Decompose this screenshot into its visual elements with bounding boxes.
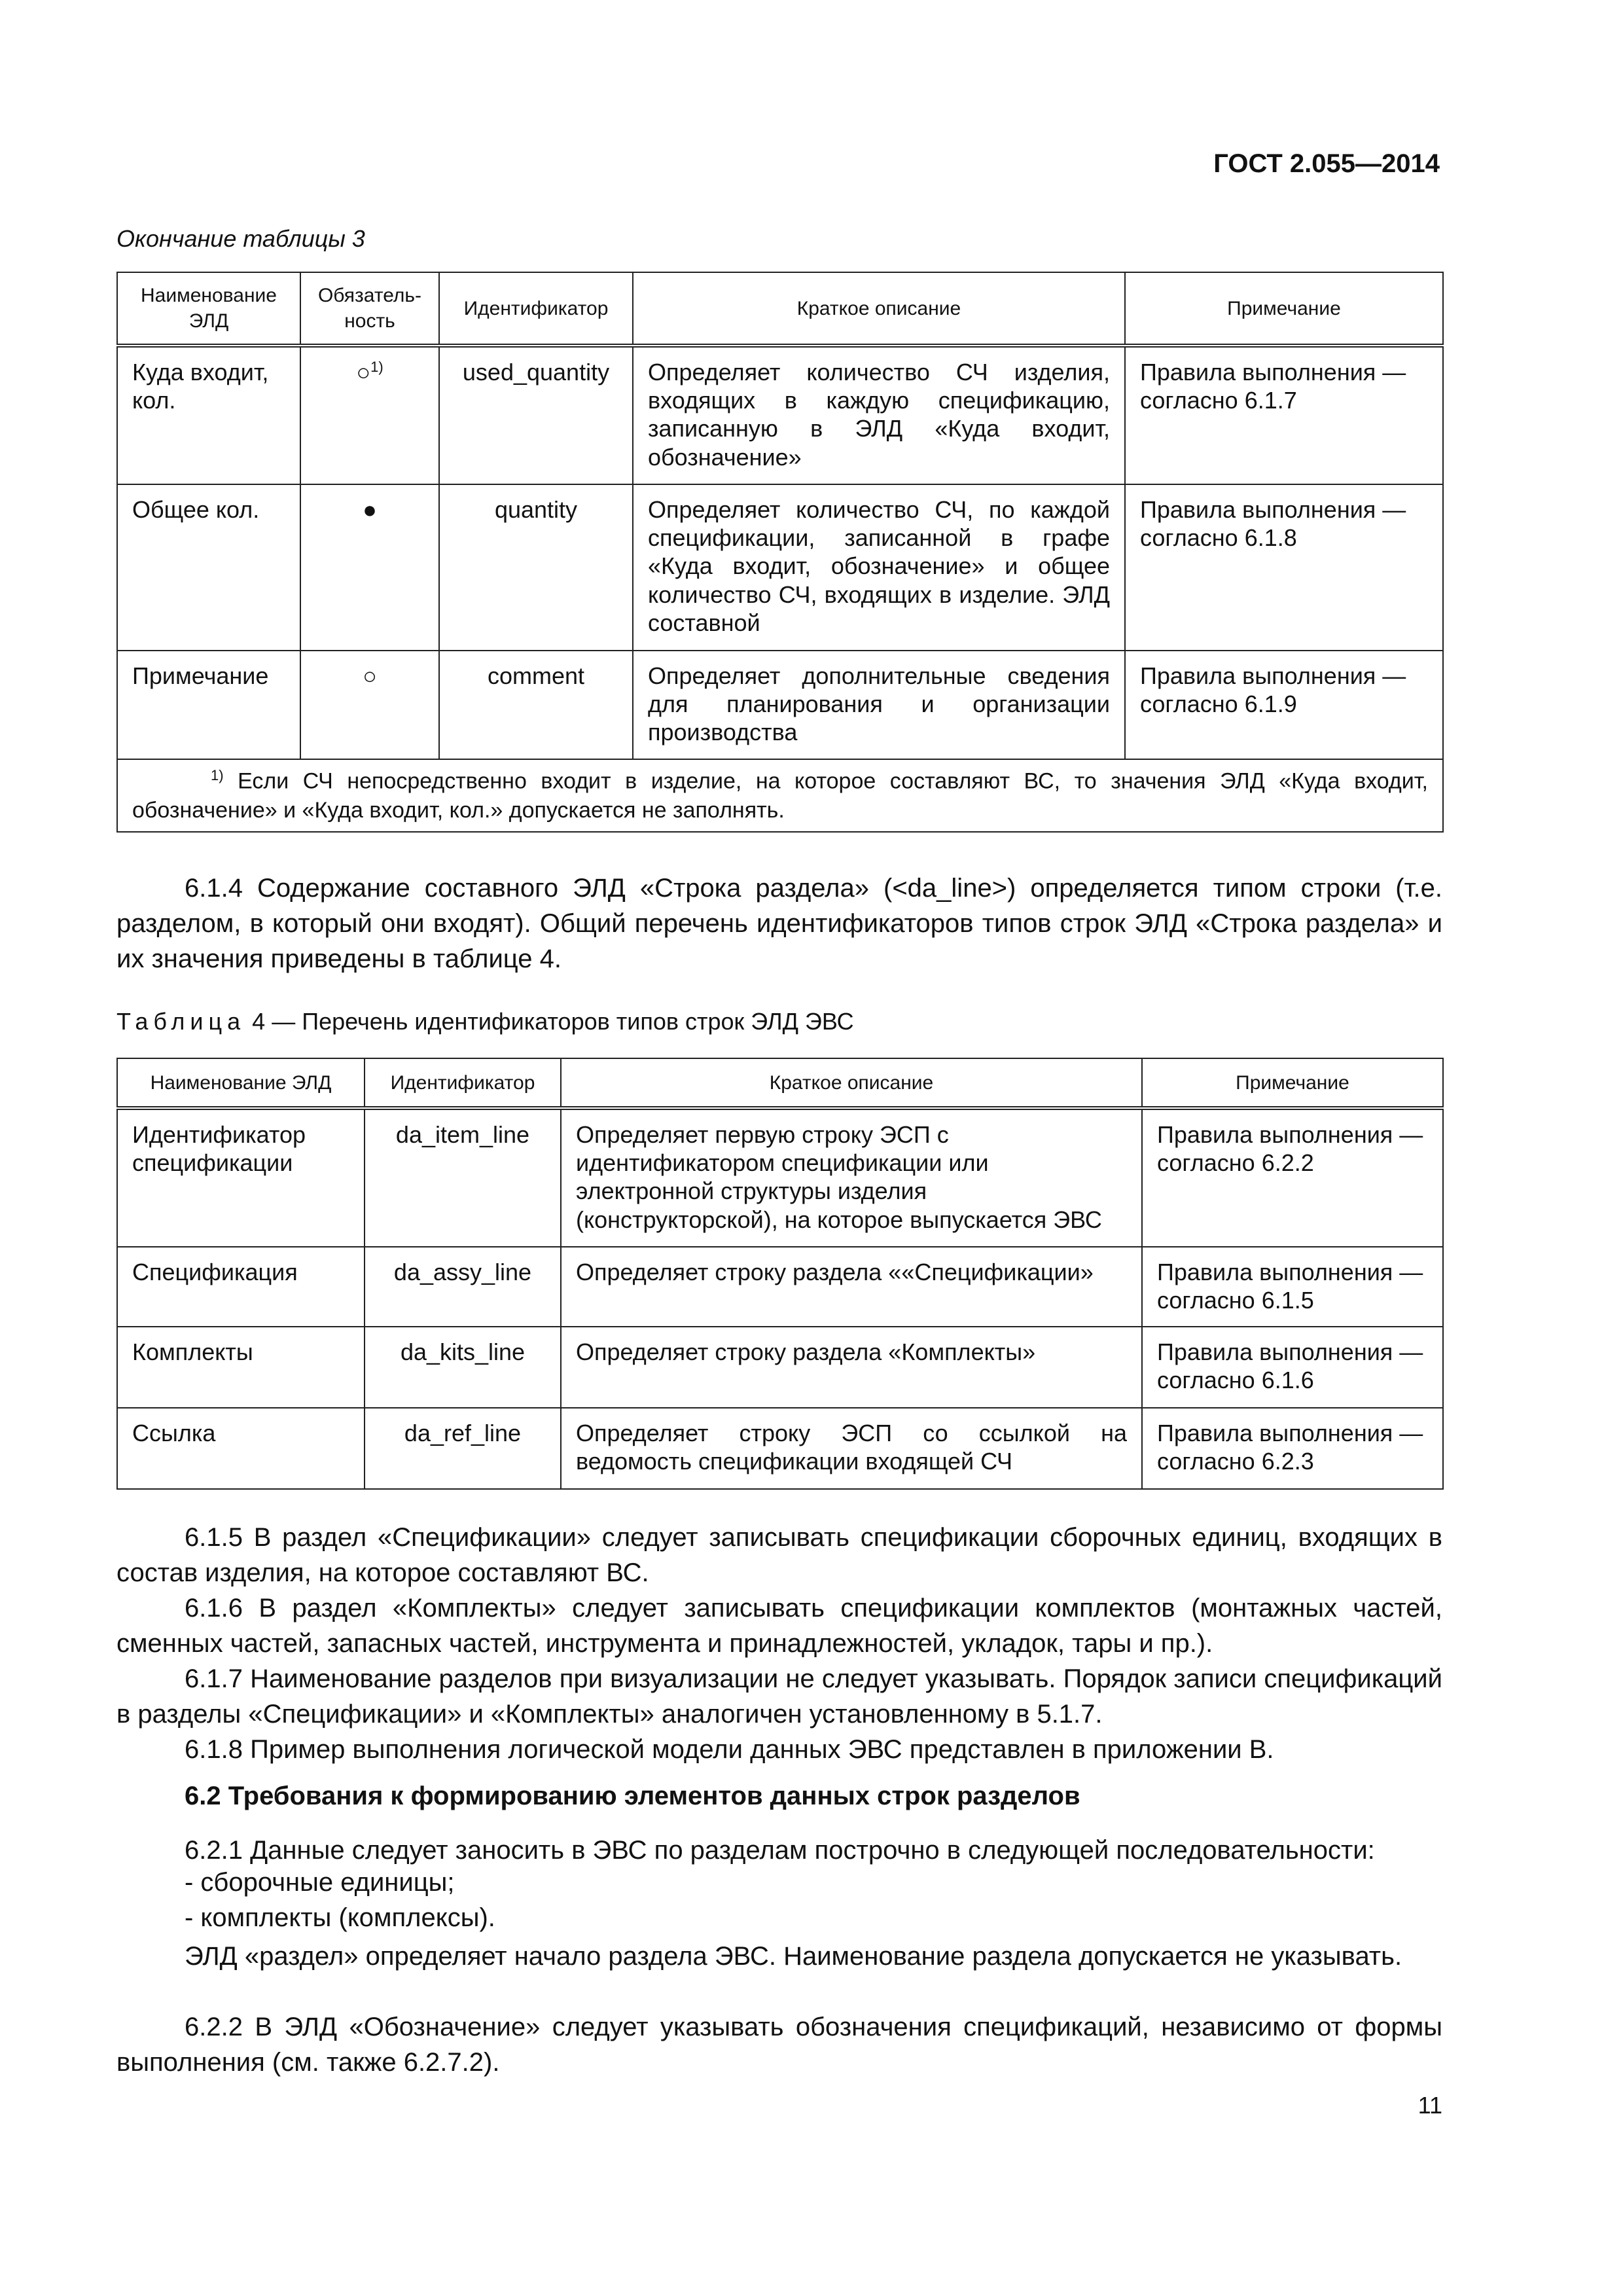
section-heading-6-2: 6.2 Требования к формированию элементов данных строк разделов [185,1782,1080,1810]
cell-mandatory: ● [300,484,439,651]
paragraph-6-2-1: 6.2.1 Данные следует заносить в ЭВС по разделам построчно в следующей последовательности: [185,1836,1375,1865]
column-header: Краткое описание [561,1058,1142,1108]
paragraph-6-1-6: 6.1.6 В раздел «Комплекты» следует записывать спецификации комплектов (монтажных частей, сменных частей, запасных частей, инструмента и принадлежностей, укладок, тары и пр.). [116,1594,1442,1658]
table-footnote: $^{1)}$ Если СЧ непосредственно входит в изделие, на которое составляют ВС, то значения ЭЛД «Куда входит, обозначение» и «Куда входит, кол.» допускается не заполнять. [117,759,1443,832]
cell-identifier: da_ref_line [365,1408,561,1489]
cell-name: Спецификация [117,1247,365,1327]
table-3 [116,272,1444,833]
cell-note: Правила выполнения — согласно 6.1.7 [1125,346,1443,484]
table-row [117,484,1443,651]
cell-name: Куда входит, кол. [117,346,300,484]
paragraph-6-2-2: 6.2.2 В ЭЛД «Обозначение» следует указывать обозначения спецификаций, независимо от формы выполнения (см. также 6.2.7.2). [116,2013,1442,2077]
cell-note: Правила выполнения — согласно 6.2.2 [1142,1108,1443,1247]
table-row [117,651,1443,759]
cell-note: Правила выполнения — согласно 6.1.8 [1125,484,1443,651]
list-item: - комплекты (комплексы). [185,1903,495,1932]
table-row [117,1247,1443,1327]
column-header: Примечание [1125,272,1443,346]
column-header: Обязатель-ность [300,272,439,346]
paragraph-6-1-7: 6.1.7 Наименование разделов при визуализации не следует указывать. Порядок записи спецификаций в разделы «Спецификации» и «Комплекты» аналогичен установленному в 5.1.7. [116,1664,1442,1729]
cell-name: Идентификатор спецификации [117,1108,365,1247]
cell-description: Определяет дополнительные сведения для планирования и организации производства [633,651,1125,759]
paragraph-6-1-5: 6.1.5 В раздел «Спецификации» следует записывать спецификации сборочных единиц, входящих в состав изделия, на которое составляют ВС. [116,1523,1442,1587]
table-row [117,1408,1443,1489]
paragraph-6-1-4: 6.1.4 Содержание составного ЭЛД «Строка раздела» (<da_line>) определяется типом строки (т.е. разделом, в который они входят). Общий перечень идентификаторов типов строк ЭЛД «Строка раздела» и их значения приведены в таблице 4. [116,874,1442,973]
cell-name: Ссылка [117,1408,365,1489]
column-header: Примечание [1142,1058,1443,1108]
cell-note: Правила выполнения — согласно 6.1.9 [1125,651,1443,759]
cell-description: Определяет строку ЭСП со ссылкой на ведомость спецификации входящей СЧ [561,1408,1142,1489]
cell-description: Определяет количество СЧ, по каждой спецификации, записанной в графе «Куда входит, обозначение» и общее количество СЧ, входящих в изделие. ЭЛД составной [633,484,1125,651]
table-row [117,346,1443,484]
column-header: Идентификатор [365,1058,561,1108]
cell-note: Правила выполнения — согласно 6.1.5 [1142,1247,1443,1327]
paragraph-section-element: ЭЛД «раздел» определяет начало раздела ЭВС. Наименование раздела допускается не указывать. [185,1942,1402,1971]
column-header: Краткое описание [633,272,1125,346]
cell-identifier: da_kits_line [365,1327,561,1408]
table4-caption: Таблица 4 — Перечень идентификаторов типов строк ЭЛД ЭВС [116,1008,854,1035]
cell-description: Определяет строку раздела ««Спецификации» [561,1247,1142,1327]
cell-description: Определяет количество СЧ изделия, входящих в каждую спецификацию, записанную в ЭЛД «Куда входит, обозначение» [633,346,1125,484]
cell-mandatory: ○ [300,651,439,759]
page-number: 11 [1418,2092,1442,2119]
footnote-ref: 1) [370,359,383,375]
cell-identifier: comment [439,651,633,759]
document-code: ГОСТ 2.055—2014 [1213,149,1440,178]
table-4 [116,1058,1444,1490]
cell-note: Правила выполнения — согласно 6.2.3 [1142,1408,1443,1489]
footnote-row [117,759,1443,832]
cell-note: Правила выполнения — согласно 6.1.6 [1142,1327,1443,1408]
cell-description: Определяет строку раздела «Комплекты» [561,1327,1142,1408]
cell-identifier: da_assy_line [365,1247,561,1327]
cell-name: Комплекты [117,1327,365,1408]
cell-name: Примечание [117,651,300,759]
column-header: Наименование ЭЛД [117,1058,365,1108]
column-header: Наименование ЭЛД [117,272,300,346]
cell-identifier: quantity [439,484,633,651]
table-row [117,1327,1443,1408]
cell-name: Общее кол. [117,484,300,651]
list-item: - сборочные единицы; [185,1868,455,1897]
cell-mandatory: ○$^{1)}$ [300,346,439,484]
paragraph-6-1-8: 6.1.8 Пример выполнения логической модели данных ЭВС представлен в приложении В. [185,1735,1274,1764]
column-header: Идентификатор [439,272,633,346]
table3-caption: Окончание таблицы 3 [116,225,365,252]
cell-identifier: da_item_line [365,1108,561,1247]
cell-description: Определяет первую строку ЭСП с идентификатором спецификации или электронной структуры изделия (конструкторской), на которое выпускается ЭВС [561,1108,1142,1247]
cell-identifier: used_quantity [439,346,633,484]
table-row [117,1108,1443,1247]
